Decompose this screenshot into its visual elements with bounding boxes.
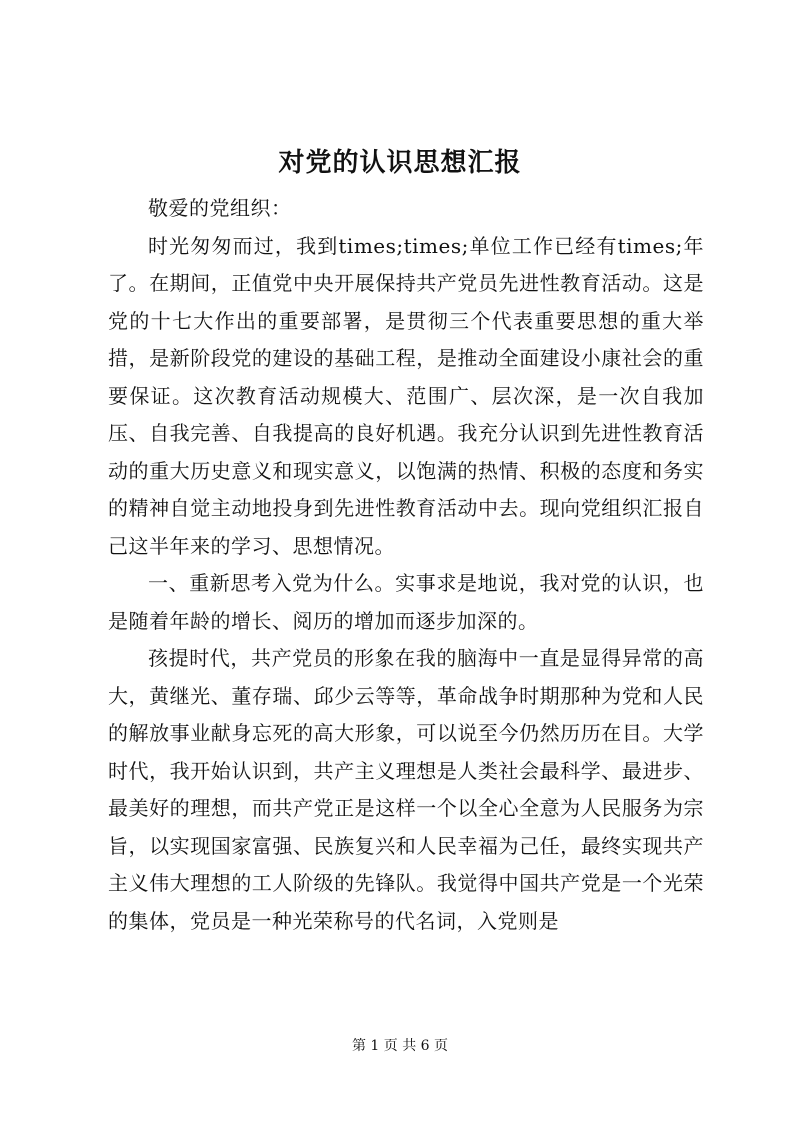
- paragraph-1: 时光匆匆而过，我到times;times;单位工作已经有times;年了。在期间，正值党中央开展保持共产党员先进性教育活动。这是党的十七大作出的重要部署，是贯彻三个代表重要思想的重大举措，是新阶段党的建设的基础工程，是推动全面建设小康社会的重要保证。这次教育活动规模大、范围广、层次深，是一次自我加压、自我完善、自我提高的良好机遇。我充分认识到先进性教育活动的重大历史意义和现实意义，以饱满的热情、积极的态度和务实的精神自觉主动地投身到先进性教育活动中去。现向党组织汇报自己这半年来的学习、思想情况。: [108, 233, 704, 558]
- document-body: [108, 190, 704, 940]
- paragraph-2: 一、重新思考入党为什么。实事求是地说，我对党的认识，也是随着年龄的增长、阅历的增加而逐步加深的。: [108, 571, 704, 633]
- paragraph-3: 孩提时代，共产党员的形象在我的脑海中一直是显得异常的高大，黄继光、董存瑞、邱少云等等，革命战争时期那种为党和人民的解放事业献身忘死的高大形象，可以说至今仍然历历在目。大学时代，我开始认识到，共产主义理想是人类社会最科学、最进步、最美好的理想，而共产党正是这样一个以全心全意为人民服务为宗旨，以实现国家富强、民族复兴和人民幸福为己任，最终实现共产主义伟大理想的工人阶级的先锋队。我觉得中国共产党是一个光荣的集体，党员是一种光荣称号的代名词，入党则是: [108, 646, 704, 933]
- page-number-footer: 第 1 页 共 6 页: [351, 1038, 449, 1054]
- salutation: 敬爱的党组织：: [148, 196, 292, 220]
- document-title: 对党的认识思想汇报: [278, 148, 522, 178]
